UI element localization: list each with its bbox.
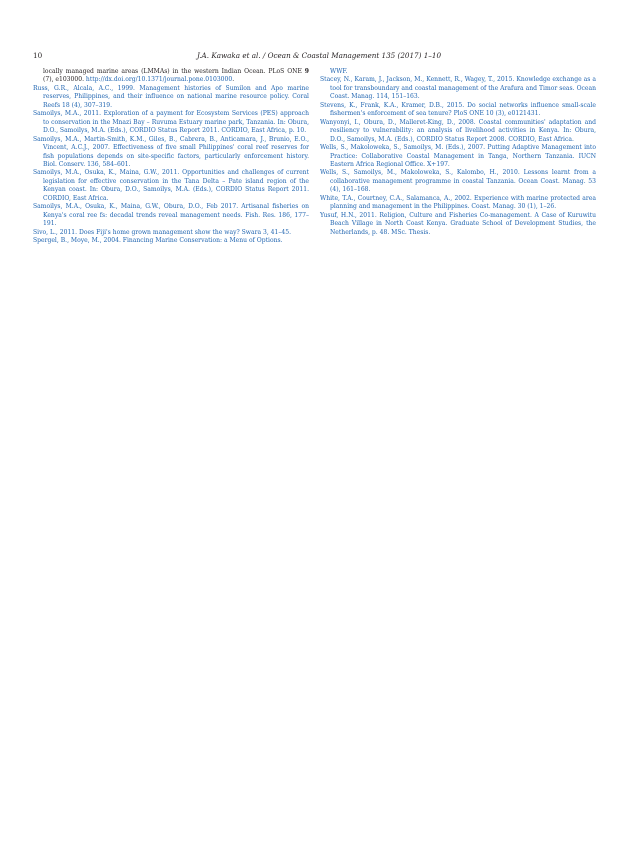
reference-entry[interactable]: Samoilys, M.A., 2011. Exploration of a payment for Ecosystem Services (PES) approach to conservation in the Mnazi Bay – Ruvuma Estuary marine park, Tanzania. In: Obura, D.O., Samoilys, M.A. (Eds.), CORDIO Status Report 2011. CORDIO, East Africa, p. 10. bbox=[33, 110, 309, 135]
reference-entry[interactable]: Wanyonyi, I., Obura, D., Malleret-King, D., 2008. Coastal communities' adaptation and resiliency to vulnerability: an analysis of livelihood activities in Kenya. In: Obura, D.O., Samoilys, M.A. (Eds.), CORDIO Status Report 2008. CORDIO, East Africa. bbox=[320, 118, 596, 143]
reference-entry[interactable]: Samoilys, M.A., Martin-Smith, K.M., Giles, B., Cabrera, B., Anticamara, J., Brunio, E.O., Vincent, A.C.J., 2007. Effectiveness of five small Philippines' coral reef reserves for fish populations depends on site-specific factors, particularly enforcement history. Biol. Conserv. 136, 584–601. bbox=[33, 135, 309, 168]
reference-text: . bbox=[232, 76, 235, 84]
reference-entry[interactable]: Wells, S., Makoloweka, S., Samoilys, M. (Eds.), 2007. Putting Adaptive Management into Practice: Collaborative Coastal Management in Tanga, Northern Tanzania. IUCN Eastern Africa Regional Office. X+197. bbox=[320, 144, 596, 168]
running-head: J.A. Kawaka et al. / Ocean & Coastal Management 135 (2017) 1–10 bbox=[196, 51, 442, 60]
reference-entry[interactable]: Samoilys, M.A., Osuka, K., Maina, G.W., Obura, D.O., Feb 2017. Artisanal fisheries on Kenya's coral ree fs: decadal trends reveal management needs. Fish. Res. 186, 177–191. bbox=[33, 203, 309, 228]
reference-entry[interactable]: Samoilys, M.A., Osuka, K., Maina, G.W., 2011. Opportunities and challenges of current legislation for effective conservation in the Tana Delta – Pate island region of the Kenyan coast. In: Obura, D.O., Samoilys, M.A. (Eds.), CORDIO Status Report 2011. CORDIO, East Africa. bbox=[33, 169, 309, 202]
references-right-column bbox=[320, 68, 596, 237]
reference-entry[interactable]: Russ, G.R., Alcala, A.C., 1999. Management histories of Sumilon and Apo marine reserves, Philippines, and their influence on national marine resource policy. Coral Reefs 18 (4), 307–319. bbox=[33, 84, 309, 109]
page-number: 10 bbox=[33, 51, 43, 60]
page-header bbox=[33, 50, 605, 62]
reference-entry[interactable]: Stevens, K., Frank, K.A., Kramer, D.B., 2015. Do social networks influence small-scale fishermen's enforcement of sea tenure? PloS ONE 10 (3), e0121431. bbox=[320, 101, 596, 118]
references-left-column bbox=[33, 68, 309, 246]
reference-continuation bbox=[33, 68, 309, 85]
reference-entry[interactable]: Wells, S., Samoilys, M., Makoloweka, S., Kalombo, H., 2010. Lessons learnt from a collaborative management programme in coastal Tanzania. Ocean Coast. Manag. 53 (4), 161–168. bbox=[320, 169, 596, 194]
reference-entry[interactable]: Yusuf, H.N., 2011. Religion, Culture and Fisheries Co-management. A Case of Kuruwitu Beach Village in North Coast Kenya. Graduate School of Development Studies, the Netherlands, p. 48. MSc. Thesis. bbox=[320, 211, 596, 236]
reference-volume: 9 bbox=[304, 68, 309, 75]
reference-continuation[interactable]: WWF. bbox=[330, 68, 348, 75]
reference-entry[interactable]: Stacey, N., Karam, J., Jackson, M., Kennett, R., Wagey, T., 2015. Knowledge exchange as a tool for transboundary and coastal management of the Arafura and Timor seas. Ocean Coast. Manag. 114, 151–163. bbox=[320, 76, 596, 101]
reference-entry[interactable]: Sivo, L., 2011. Does Fiji's home grown management show the way? Swara 3, 41–45. bbox=[33, 228, 292, 236]
reference-text: (7), e103000. bbox=[43, 76, 86, 84]
reference-entry[interactable]: White, T.A., Courtney, C.A., Salamanca, A., 2002. Experience with marine protected area planning and management in the Philippines. Coast. Manag. 30 (1), 1–26. bbox=[320, 194, 596, 211]
reference-entry[interactable]: Spergel, B., Moye, M., 2004. Financing Marine Conservation: a Menu of Options. bbox=[33, 237, 283, 245]
doi-link[interactable]: http://dx.doi.org/10.1371/journal.pone.0103000 bbox=[85, 76, 233, 84]
reference-text: locally managed marine areas (LMMAs) in the western Indian Ocean. PLoS ONE bbox=[43, 68, 305, 75]
